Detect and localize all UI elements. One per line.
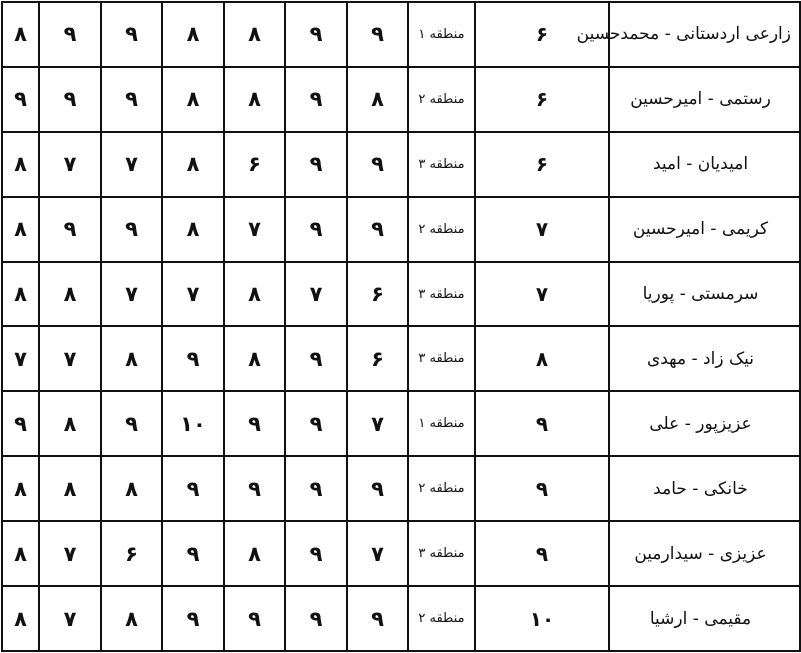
student-name-cell: خانکی - حامد <box>609 456 800 521</box>
score-cell: ۹ <box>347 2 408 67</box>
score-cell: ۸ <box>224 262 285 327</box>
score-cell: ۸ <box>101 326 162 391</box>
region-cell: منطقه ۲ <box>408 67 475 132</box>
region-cell: منطقه ۱ <box>408 391 475 456</box>
score-cell: ۹ <box>101 391 162 456</box>
student-name-cell: رستمی - امیرحسین <box>609 67 800 132</box>
score-cell: ۶ <box>347 262 408 327</box>
table-row <box>2 132 800 197</box>
student-name-cell: عزیزپور - علی <box>609 391 800 456</box>
score-cell: ۷ <box>285 262 347 327</box>
region-cell: منطقه ۱ <box>408 2 475 67</box>
table-row <box>2 521 800 586</box>
rank-cell: ۹ <box>475 456 609 521</box>
score-cell: ۷ <box>39 521 101 586</box>
rank-cell: ۷ <box>475 197 609 262</box>
score-cell: ۹ <box>162 586 224 651</box>
score-cell: ۸ <box>2 262 39 327</box>
region-cell: منطقه ۳ <box>408 132 475 197</box>
score-cell: ۸ <box>2 456 39 521</box>
score-cell: ۷ <box>224 197 285 262</box>
score-cell: ۸ <box>2 586 39 651</box>
score-cell: ۸ <box>39 456 101 521</box>
score-cell: ۱۰ <box>162 391 224 456</box>
score-cell: ۷ <box>39 132 101 197</box>
score-cell: ۸ <box>162 197 224 262</box>
score-cell: ۸ <box>2 521 39 586</box>
score-cell: ۷ <box>162 262 224 327</box>
score-cell: ۸ <box>224 326 285 391</box>
table-body <box>2 2 800 651</box>
score-cell: ۹ <box>347 197 408 262</box>
score-cell: ۹ <box>101 67 162 132</box>
rank-cell: ۱۰ <box>475 586 609 651</box>
rank-cell: ۷ <box>475 262 609 327</box>
student-name-cell: سرمستی - پوریا <box>609 262 800 327</box>
rank-cell: ۹ <box>475 391 609 456</box>
score-cell: ۸ <box>162 2 224 67</box>
score-cell: ۸ <box>39 262 101 327</box>
rank-cell: ۶ <box>475 2 609 67</box>
table-row <box>2 67 800 132</box>
score-cell: ۹ <box>285 521 347 586</box>
score-cell: ۸ <box>224 67 285 132</box>
score-cell: ۶ <box>347 326 408 391</box>
score-cell: ۹ <box>39 2 101 67</box>
table-row <box>2 326 800 391</box>
table-row <box>2 586 800 651</box>
score-cell: ۷ <box>2 326 39 391</box>
score-cell: ۸ <box>101 456 162 521</box>
student-name-cell: کریمی - امیرحسین <box>609 197 800 262</box>
region-cell: منطقه ۳ <box>408 326 475 391</box>
score-cell: ۹ <box>224 586 285 651</box>
student-name-cell: عزیزی - سیدارمین <box>609 521 800 586</box>
rank-cell: ۶ <box>475 132 609 197</box>
score-cell: ۹ <box>2 391 39 456</box>
region-cell: منطقه ۲ <box>408 586 475 651</box>
score-cell: ۹ <box>2 67 39 132</box>
region-cell: منطقه ۲ <box>408 197 475 262</box>
region-cell: منطقه ۳ <box>408 521 475 586</box>
score-cell: ۹ <box>347 456 408 521</box>
score-cell: ۸ <box>347 67 408 132</box>
score-cell: ۶ <box>224 132 285 197</box>
score-cell: ۸ <box>162 132 224 197</box>
score-cell: ۹ <box>101 197 162 262</box>
table-row <box>2 197 800 262</box>
score-cell: ۹ <box>39 67 101 132</box>
score-cell: ۹ <box>285 132 347 197</box>
score-cell: ۸ <box>162 67 224 132</box>
score-cell: ۹ <box>285 197 347 262</box>
rank-cell: ۶ <box>475 67 609 132</box>
rank-cell: ۹ <box>475 521 609 586</box>
score-cell: ۶ <box>101 521 162 586</box>
score-cell: ۷ <box>101 132 162 197</box>
score-cell: ۷ <box>39 326 101 391</box>
score-cell: ۹ <box>285 326 347 391</box>
score-cell: ۹ <box>224 391 285 456</box>
region-cell: منطقه ۲ <box>408 456 475 521</box>
student-name-cell: امیدیان - امید <box>609 132 800 197</box>
score-cell: ۸ <box>101 586 162 651</box>
score-cell: ۸ <box>2 132 39 197</box>
score-cell: ۹ <box>162 326 224 391</box>
score-cell: ۷ <box>39 586 101 651</box>
student-name-cell: زارعی اردستانی - محمدحسین <box>609 2 800 67</box>
results-table <box>1 1 801 652</box>
score-cell: ۹ <box>162 521 224 586</box>
score-cell: ۹ <box>101 2 162 67</box>
student-name-cell: نیک زاد - مهدی <box>609 326 800 391</box>
score-cell: ۸ <box>39 391 101 456</box>
score-cell: ۹ <box>285 586 347 651</box>
score-cell: ۹ <box>285 2 347 67</box>
table-row <box>2 262 800 327</box>
table-row <box>2 456 800 521</box>
score-cell: ۹ <box>224 456 285 521</box>
score-cell: ۹ <box>285 67 347 132</box>
score-cell: ۹ <box>285 456 347 521</box>
score-cell: ۸ <box>2 2 39 67</box>
score-cell: ۹ <box>347 586 408 651</box>
score-cell: ۹ <box>162 456 224 521</box>
score-cell: ۸ <box>224 2 285 67</box>
score-cell: ۸ <box>224 521 285 586</box>
score-cell: ۷ <box>101 262 162 327</box>
rank-cell: ۸ <box>475 326 609 391</box>
score-cell: ۸ <box>2 197 39 262</box>
region-cell: منطقه ۳ <box>408 262 475 327</box>
score-cell: ۹ <box>285 391 347 456</box>
student-name-cell: مقیمی - ارشیا <box>609 586 800 651</box>
table-row <box>2 2 800 67</box>
score-cell: ۹ <box>347 132 408 197</box>
score-cell: ۹ <box>39 197 101 262</box>
score-cell: ۷ <box>347 521 408 586</box>
table-row <box>2 391 800 456</box>
score-cell: ۷ <box>347 391 408 456</box>
